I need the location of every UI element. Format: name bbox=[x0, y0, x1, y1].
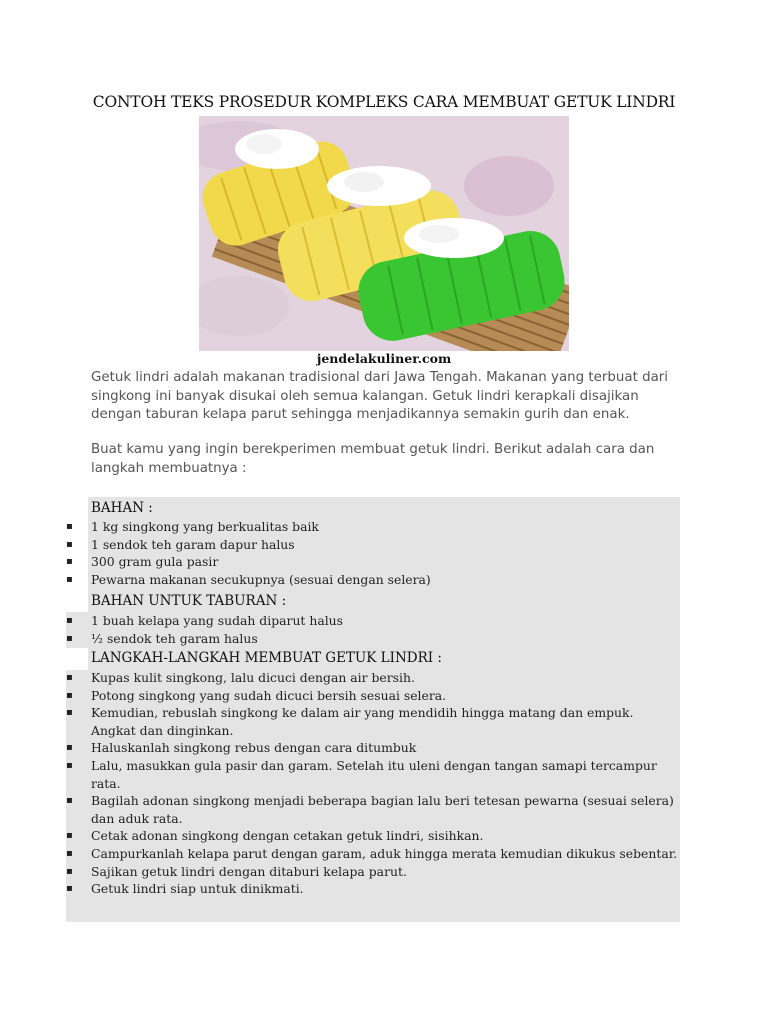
list-item: ▪ ½ sendok teh garam halus bbox=[66, 630, 680, 648]
document-title: CONTOH TEKS PROSEDUR KOMPLEKS CARA MEMBUAT GETUK LINDRI bbox=[92, 93, 676, 111]
taburan-heading: BAHAN UNTUK TABURAN : bbox=[91, 593, 287, 609]
photo-illustration bbox=[199, 116, 569, 351]
list-item: ▪ 1 sendok teh garam dapur halus bbox=[66, 536, 680, 554]
list-item: ▪ Sajikan getuk lindri dengan ditaburi kelapa parut. bbox=[66, 863, 680, 881]
photo-caption: jendelakuliner.com bbox=[316, 351, 452, 366]
langkah-heading: LANGKAH-LANGKAH MEMBUAT GETUK LINDRI : bbox=[91, 650, 442, 666]
list-item: ▪ Kupas kulit singkong, lalu dicuci dengan air bersih. bbox=[66, 669, 680, 687]
list-item: ▪ Bagilah adonan singkong menjadi beberapa bagian lalu beri tetesan pewarna (sesuai selera) dan aduk rata. bbox=[66, 792, 680, 827]
list-item: ▪ Potong singkong yang sudah dicuci bersih sesuai selera. bbox=[66, 687, 680, 705]
getuk-lindri-photo bbox=[199, 116, 569, 351]
list-item: ▪ Haluskanlah singkong rebus dengan cara ditumbuk bbox=[66, 739, 680, 757]
list-item: ▪ 1 buah kelapa yang sudah diparut halus bbox=[66, 612, 680, 630]
list-item: ▪ Pewarna makanan secukupnya (sesuai dengan selera) bbox=[66, 571, 680, 589]
list-item: ▪ Lalu, masukkan gula pasir dan garam. Setelah itu uleni dengan tangan samapi tercampur rata. bbox=[66, 757, 680, 792]
intro-paragraph-2: Buat kamu yang ingin berekperimen membuat getuk lindri. Berikut adalah cara dan langkah membuatnya : bbox=[91, 442, 655, 476]
list-item: ▪ Cetak adonan singkong dengan cetakan getuk lindri, sisihkan. bbox=[66, 827, 680, 845]
recipe-box bbox=[66, 497, 680, 922]
list-item: ▪ Campurkanlah kelapa parut dengan garam, aduk hingga merata kemudian dikukus sebentar. bbox=[66, 845, 680, 863]
list-item: ▪ Getuk lindri siap untuk dinikmati. bbox=[66, 880, 680, 898]
taburan-list bbox=[66, 612, 680, 647]
list-item: ▪ 1 kg singkong yang berkualitas baik bbox=[66, 518, 680, 536]
list-item: ▪ Kemudian, rebuslah singkong ke dalam air yang mendidih hingga matang dan empuk. Angkat dan dinginkan. bbox=[66, 704, 680, 739]
list-item: ▪ 300 gram gula pasir bbox=[66, 553, 680, 571]
langkah-list bbox=[66, 669, 680, 898]
intro-paragraph-1: Getuk lindri adalah makanan tradisional dari Jawa Tengah. Makanan yang terbuat dari singkong ini banyak disukai oleh semua kalangan. Getuk lindri kerapkali disajikan dengan taburan kelapa parut sehingga menjadikannya semakin gurih dan enak. bbox=[91, 370, 669, 422]
bahan-list bbox=[66, 518, 680, 588]
shade-bahan-heading bbox=[88, 497, 680, 517]
bahan-heading: BAHAN : bbox=[91, 500, 153, 516]
